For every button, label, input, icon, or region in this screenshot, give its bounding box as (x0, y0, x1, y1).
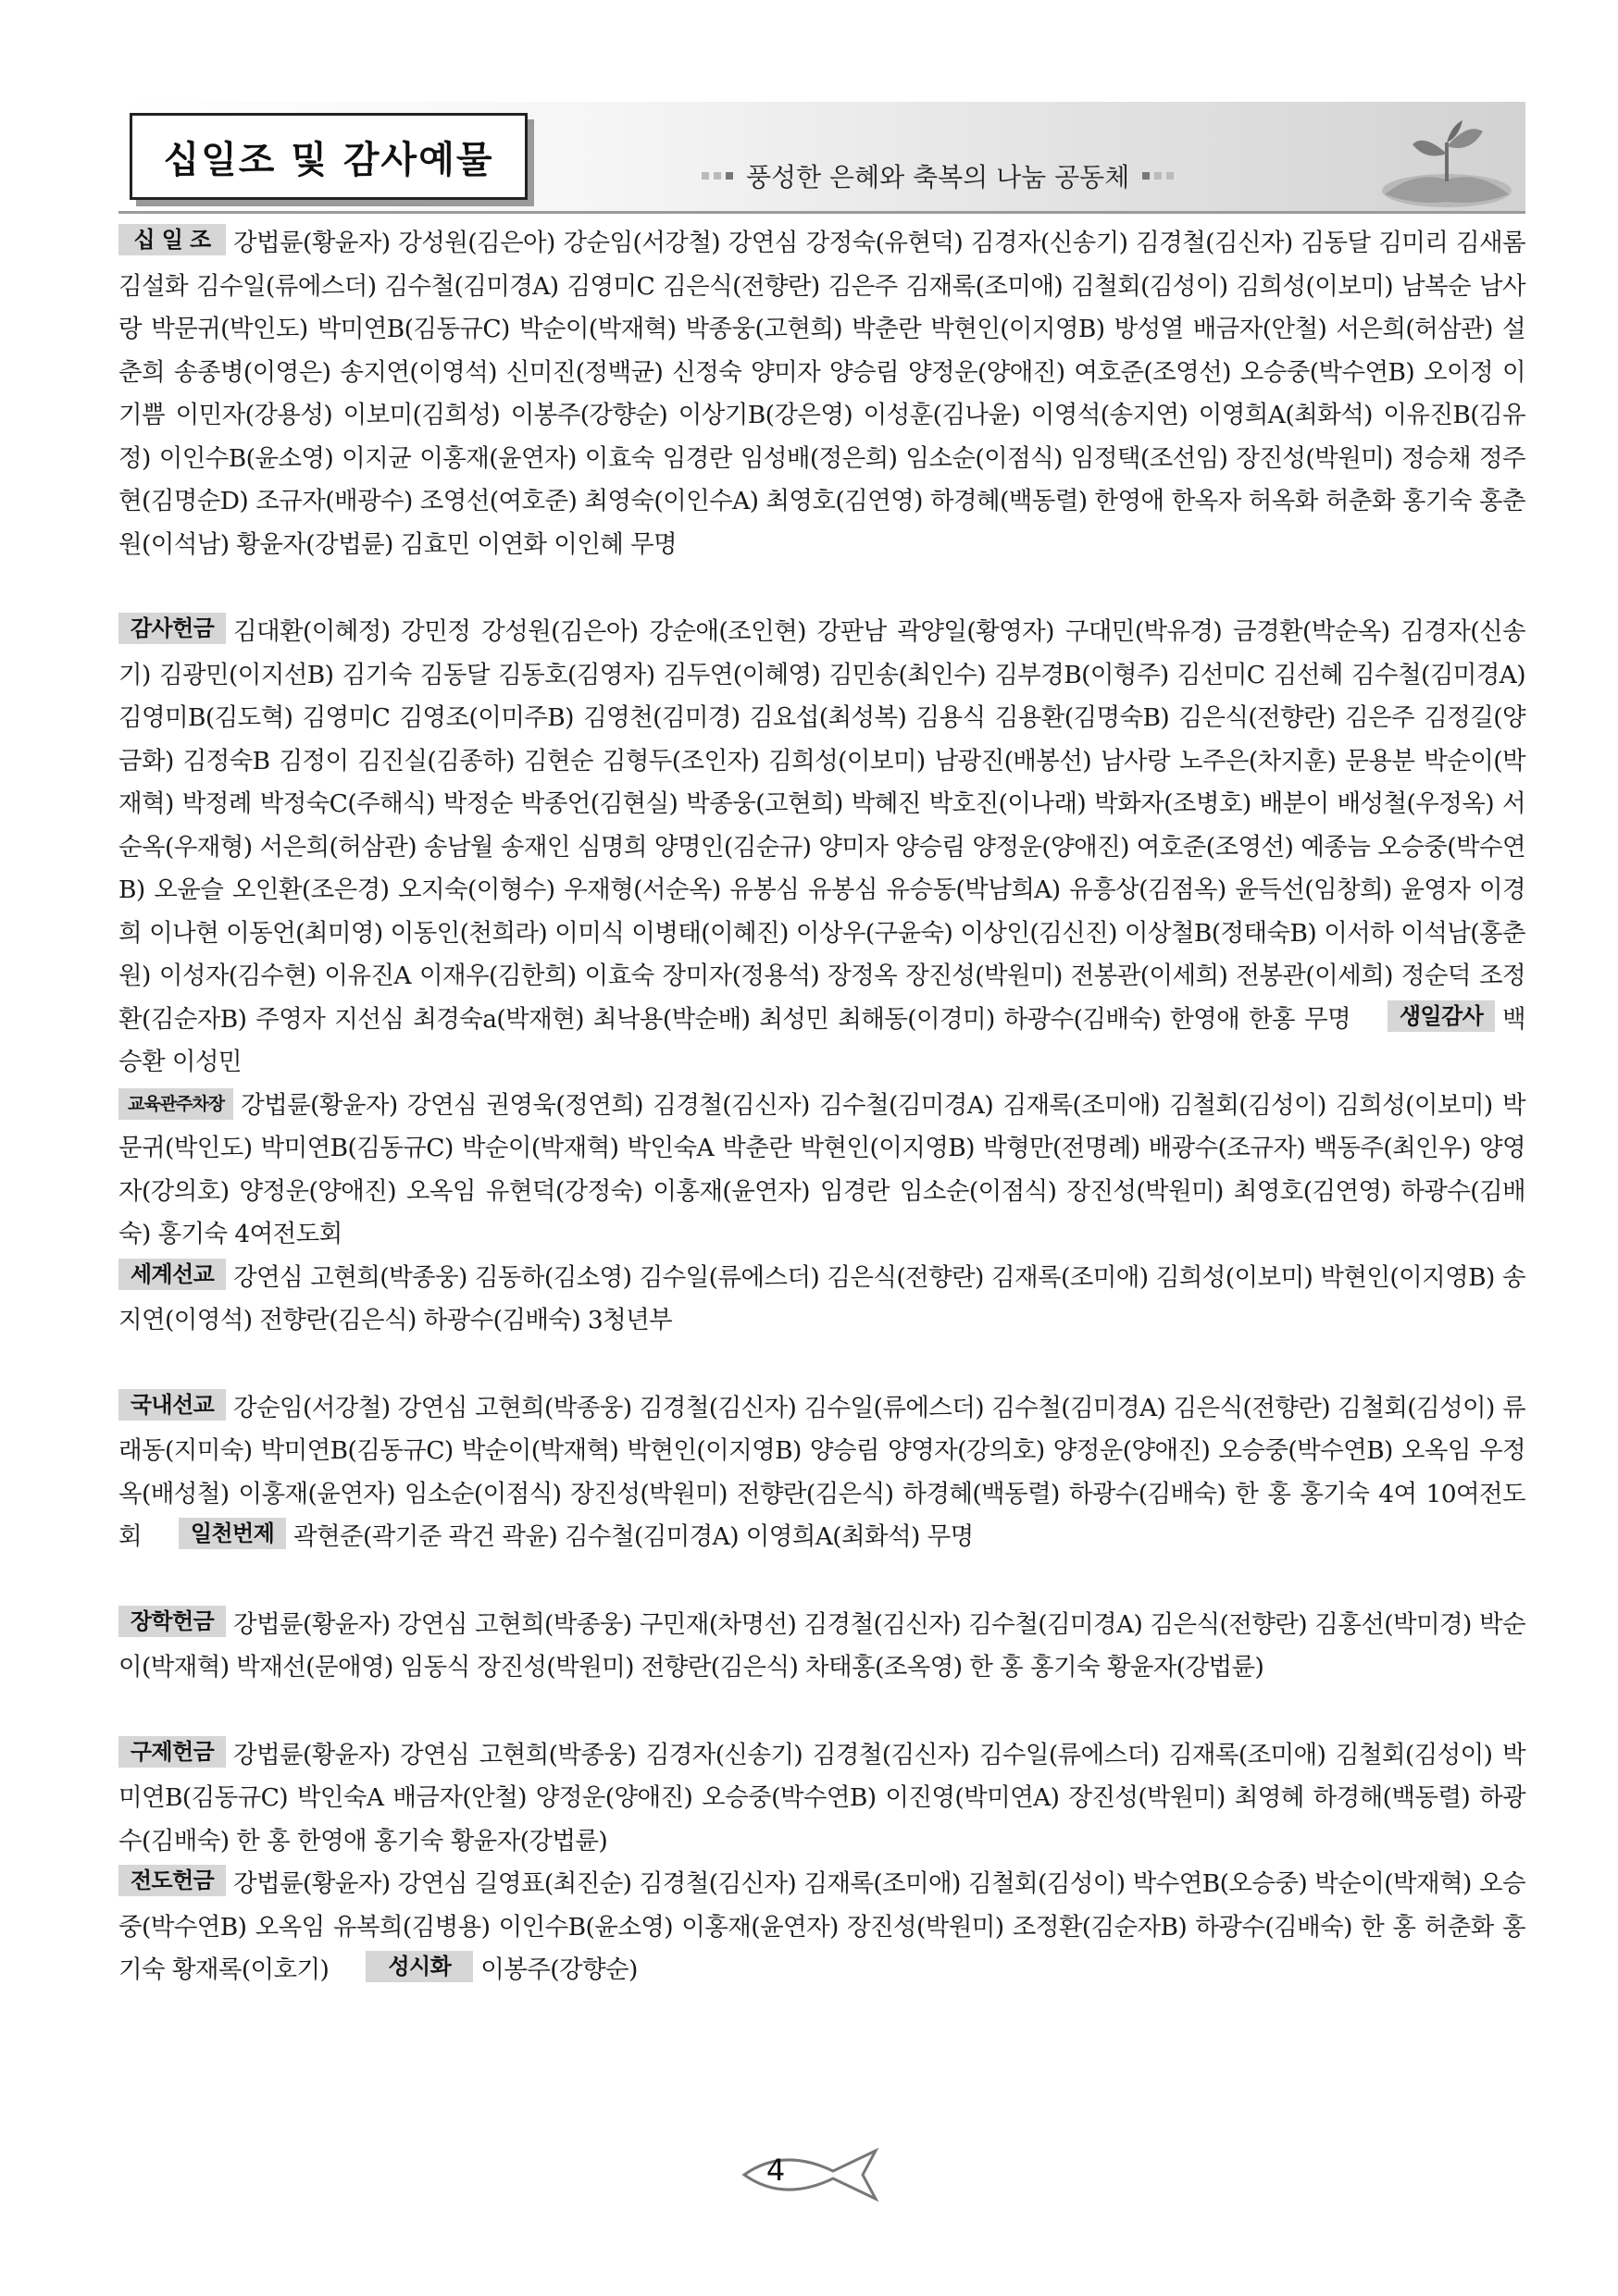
section-label: 세계선교 (118, 1259, 226, 1290)
section-names-birthday: 백승환 이성민 (118, 1004, 1525, 1076)
section-names-sacrament: 이봉주(강향순) (480, 1955, 638, 1984)
section-names: 강법륜(황윤자) 강연심 고현희(박종웅) 김경자(신송기) 김경철(김신자) 김수일(류에스더) 김재록(조미애) 김철회(김성이) 박미연B(김동규C) 박인숙A 배금자(안철) 양정운(양애진) 오승중(박수연B) 이진영(박미연A) 장진성(박원미) 최영혜 하경해(백동렬) 하광수(김배숙) 한 홍 한영애 홍기숙 황윤자(강법륜) (118, 1740, 1525, 1855)
section-names: 강법륜(황윤자) 강연심 길영표(최진순) 김경철(김신자) 김재록(조미애) 김철회(김성이) 박수연B(오승중) 박순이(박재혁) 오승중(박수연B) 오옥임 유복희(김병용) 이인수B(윤소영) 이홍재(윤연자) 장진성(박원미) 조정환(김순자B) 하광수(김배숙) 한 홍 허춘화 홍기숙 황재록(이호기) (118, 1869, 1525, 1984)
section-tithe (118, 222, 1525, 566)
offering-list (118, 222, 1525, 1992)
dot-ornament-left (702, 172, 733, 180)
section-scholarship (118, 1604, 1525, 1690)
section-label: 국내선교 (118, 1389, 226, 1421)
section-relief (118, 1734, 1525, 1864)
section-label: 구제헌금 (118, 1736, 226, 1768)
section-names: 강법륜(황윤자) 강연심 권영욱(정연희) 김경철(김신자) 김수철(김미경A) 김재록(조미애) 김철회(김성이) 김희성(이보미) 박문귀(박인도) 박미연B(김동규C) 박순이(박재혁) 박인숙A 박춘란 박현인(이지영B) 박형만(전명례) 배광수(조규자) 백동주(최인우) 양영자(강의호) 양정운(양애진) 오옥임 유현덕(강정숙) 이홍재(윤연자) 임경란 임소순(이점식) 장진성(박원미) 최영호(김연영) 하광수(김배숙) 홍기숙 4여전도회 (118, 1090, 1525, 1248)
dot-ornament-right (1142, 172, 1174, 180)
page-number: 4 (765, 2153, 786, 2188)
section-names: 강법륜(황윤자) 강성원(김은아) 강순임(서강철) 강연심 강정숙(유현덕) 김경자(신송기) 김경철(김신자) 김동달 김미리 김새롬 김설화 김수일(류에스더) 김수철(김미경A) 김영미C 김은식(전향란) 김은주 김재록(조미애) 김철회(김성이) 김희성(이보미) 남복순 남사랑 박문귀(박인도) 박미연B(김동규C) 박순이(박재혁) 박종웅(고현희) 박춘란 박현인(이지영B) 방성열 배금자(안철) 서은희(허삼관) 설춘희 송종병(이영은) 송지연(이영석) 신미진(정백균) 신정숙 양미자 양승림 양정운(양애진) 여호준(조영선) 오승중(박수연B) 오이정 이기쁨 이민자(강용성) 이보미(김희성) 이봉주(강향순) 이상기B(강은영) 이성훈(김나윤) 이영석(송지연) 이영희A(최화석) 이유진B(김유정) 이인수B(윤소영) 이지균 이홍재(윤연자) 이효숙 임경란 임성배(정은희) 임소순(이점식) 임정택(조선임) 장진성(박원미) 정승채 정주현(김명순D) 조규자(배광수) 조영선(여호준) 최영숙(이인수A) 최영호(김연영) 하경혜(백동렬) 한영애 한옥자 허옥화 허춘화 홍기숙 홍춘원(이석남) 황윤자(강법륜) 김효민 이연화 이인혜 무명 (118, 229, 1525, 559)
section-education (118, 1085, 1525, 1257)
section-domestic-mission (118, 1387, 1525, 1559)
section-label-birthday: 생일감사 (1388, 1000, 1495, 1032)
section-label: 전도헌금 (118, 1865, 226, 1896)
subtitle-row (702, 157, 1174, 194)
page-header (118, 102, 1525, 214)
title-box (130, 113, 528, 200)
section-world-mission (118, 1257, 1525, 1343)
page-footer (737, 2145, 885, 2204)
section-label: 장학헌금 (118, 1606, 226, 1637)
section-names: 강연심 고현희(박종웅) 김동하(김소영) 김수일(류에스더) 김은식(전향란) 김재록(조미애) 김희성(이보미) 박현인(이지영B) 송지연(이영석) 전향란(김은식) 하광수(김배숙) 3청년부 (118, 1262, 1525, 1334)
hands-sprout-icon (1359, 105, 1516, 207)
section-thanks (118, 611, 1525, 1085)
section-label: 십 일 조 (118, 224, 226, 255)
section-names: 강순임(서강철) 강연심 고현희(박종웅) 김경철(김신자) 김수일(류에스더) 김수철(김미경A) 김은식(전향란) 김철회(김성이) 류래동(지미숙) 박미연B(김동규C) 박순이(박재혁) 박현인(이지영B) 양승림 양영자(강의호) 양정운(양애진) 오승중(박수연B) 오옥임 우정옥(배성철) 이홍재(윤연자) 임소순(이점식) 장진성(박원미) 전향란(김은식) 하경혜(백동렬) 하광수(김배숙) 한 홍 홍기숙 4여 10여전도회 (118, 1393, 1525, 1551)
section-names-first-fruits: 곽현준(곽기준 곽건 곽윤) 김수철(김미경A) 이영희A(최화석) 무명 (293, 1522, 974, 1551)
section-evangelism (118, 1863, 1525, 1992)
section-label: 교육관주차장 (118, 1088, 233, 1120)
page-title: 십일조 및 감사예물 (163, 138, 494, 181)
page-subtitle: 풍성한 은혜와 축복의 나눔 공동체 (746, 162, 1130, 192)
section-names: 김대환(이혜정) 강민정 강성원(김은아) 강순애(조인현) 강판남 곽양일(황영자) 구대민(박유경) 금경환(박순옥) 김경자(신송기) 김광민(이지선B) 김기숙 김동달 김동호(김영자) 김두연(이혜영) 김민송(최인수) 김부경B(이형주) 김선미C 김선혜 김수철(김미경A) 김영미B(김도혁) 김영미C 김영조(이미주B) 김영천(김미경) 김요섭(최성복) 김용식 김용환(김명숙B) 김은식(전향란) 김은주 김정길(양금화) 김정숙B 김정이 김진실(김종하) 김현순 김형두(조인자) 김희성(이보미) 남광진(배봉선) 남사랑 노주은(차지훈) 문용분 박순이(박재혁) 박정례 박정숙C(주해식) 박정순 박종언(김현실) 박종웅(고현희) 박혜진 박호진(이나래) 박화자(조병호) 배분이 배성철(우정옥) 서순옥(우재형) 서은희(허삼관) 송남월 송재인 심명희 양명인(김순규) 양미자 양승림 양정운(양애진) 여호준(조영선) 예종늠 오승중(박수연B) 오윤슬 오인환(조은경) 오지숙(이형수) 우재형(서순옥) 유봉심 유봉심 유승동(박남희A) 유흥상(김점옥) 윤득선(임창희) 윤영자 이경희 이나현 이동언(최미영) 이동인(천희라) 이미식 이병태(이혜진) 이상우(구윤숙) 이상인(김신진) 이상철B(정태숙B) 이서하 이석남(홍춘원) 이성자(김수현) 이유진A 이재우(김한희) 이효숙 장미자(정용석) 장정옥 장진성(박원미) 전봉관(이세희) 전봉관(이세희) 정순덕 조정환(김순자B) 주영자 지선심 최경숙a(박재현) 최낙용(박순배) 최성민 최해동(이경미) 하광수(김배숙) 한영애 한홍 무명 (118, 617, 1525, 1034)
section-label-sacrament: 성시화 (366, 1951, 473, 1982)
section-names: 강법륜(황윤자) 강연심 고현희(박종웅) 구민재(차명선) 김경철(김신자) 김수철(김미경A) 김은식(전향란) 김홍선(박미경) 박순이(박재혁) 박재선(문애영) 임동식 장진성(박원미) 전향란(김은식) 차태홍(조옥영) 한 홍 홍기숙 황윤자(강법륜) (118, 1609, 1525, 1682)
section-label: 감사헌금 (118, 613, 226, 644)
section-label-first-fruits: 일천번제 (179, 1518, 286, 1549)
